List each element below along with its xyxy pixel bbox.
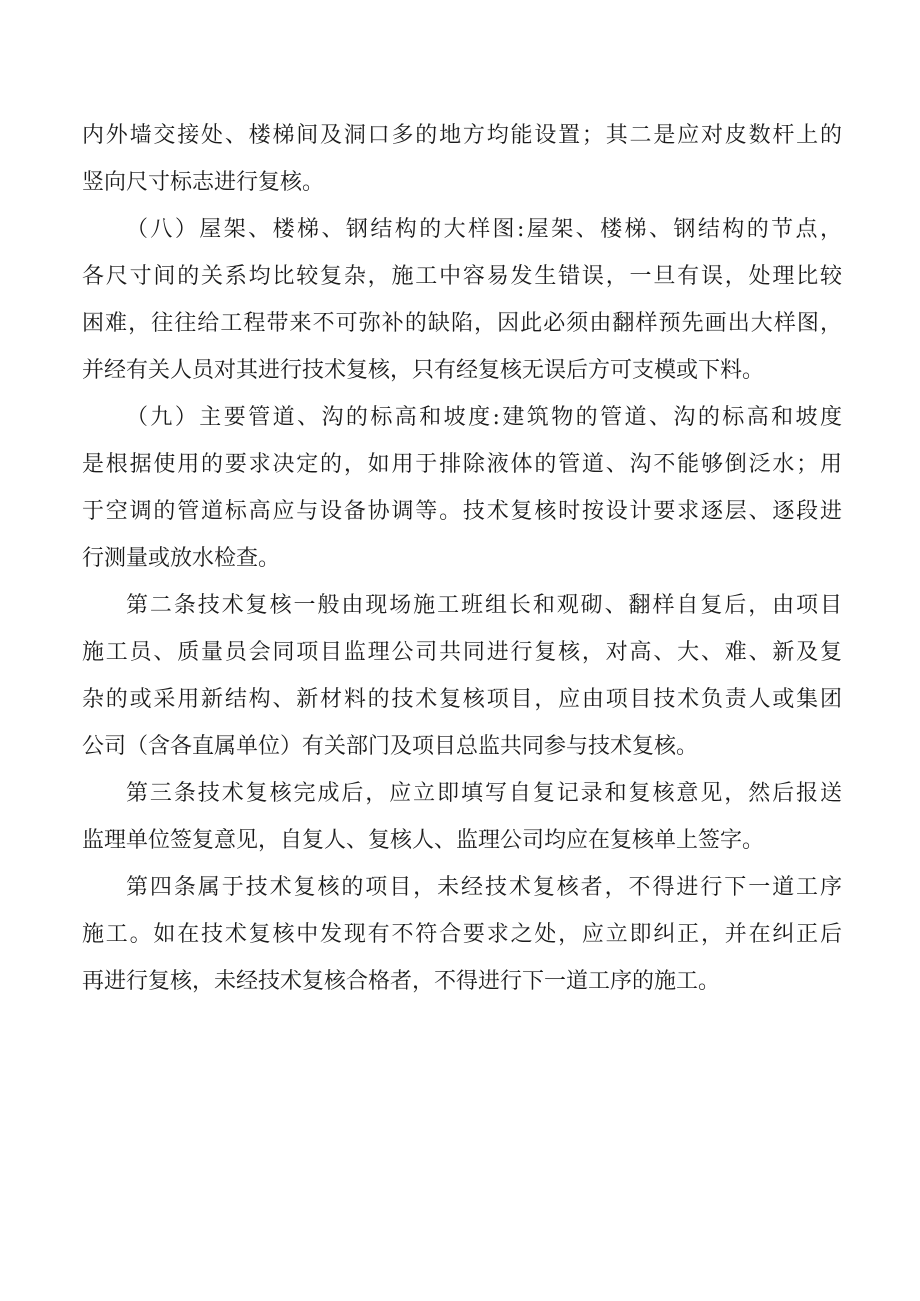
document-page	[82, 112, 842, 1005]
text-line: 监理单位签复意见，自复人、复核人、监理公司均应在复核单上签字。	[82, 828, 765, 853]
text-line: 内外墙交接处、楼梯间及洞口多的地方均能设置；其二是应对皮数杆上的	[82, 123, 842, 148]
paragraph-article-2	[82, 582, 842, 770]
text-line: 于空调的管道标高应与设备协调等。技术复核时按设计要求逐层、逐段进	[82, 499, 842, 524]
paragraph-item-8	[82, 206, 842, 394]
text-line: 行测量或放水检查。	[82, 546, 281, 571]
text-line: 第四条属于技术复核的项目，未经技术复核者，不得进行下一道工序	[126, 875, 842, 900]
text-line: 再进行复核，未经技术复核合格者，不得进行下一道工序的施工。	[82, 969, 721, 994]
text-line: 第三条技术复核完成后，应立即填写自复记录和复核意见，然后报送	[126, 781, 842, 806]
text-line: 竖向尺寸标志进行复核。	[82, 170, 325, 195]
text-line: 困难，往往给工程带来不可弥补的缺陷，因此必须由翻样预先画出大样图，	[82, 311, 842, 336]
paragraph-article-3	[82, 770, 842, 864]
paragraph-item-9	[82, 394, 842, 582]
text-line: 各尺寸间的关系均比较复杂，施工中容易发生错误，一旦有误，处理比较	[82, 264, 842, 289]
text-line: （八）屋架、楼梯、钢结构的大样图:屋架、楼梯、钢结构的节点，	[126, 217, 842, 242]
text-line: 施工员、质量员会同项目监理公司共同进行复核，对高、大、难、新及复	[82, 640, 842, 665]
paragraph-continuation	[82, 112, 842, 206]
text-line: 施工。如在技术复核中发现有不符合要求之处，应立即纠正，并在纠正后	[82, 922, 842, 947]
text-line: 杂的或采用新结构、新材料的技术复核项目，应由项目技术负责人或集团	[82, 687, 842, 712]
text-line: 第二条技术复核一般由现场施工班组长和观砌、翻样自复后，由项目	[126, 593, 842, 618]
text-line: （九）主要管道、沟的标高和坡度:建筑物的管道、沟的标高和坡度	[126, 405, 842, 430]
text-line: 公司（含各直属单位）有关部门及项目总监共同参与技术复核。	[82, 734, 699, 759]
text-line: 是根据使用的要求决定的，如用于排除液体的管道、沟不能够倒泛水；用	[82, 452, 842, 477]
text-line: 并经有关人员对其进行技术复核，只有经复核无误后方可支模或下料。	[82, 358, 765, 383]
paragraph-article-4	[82, 864, 842, 1005]
